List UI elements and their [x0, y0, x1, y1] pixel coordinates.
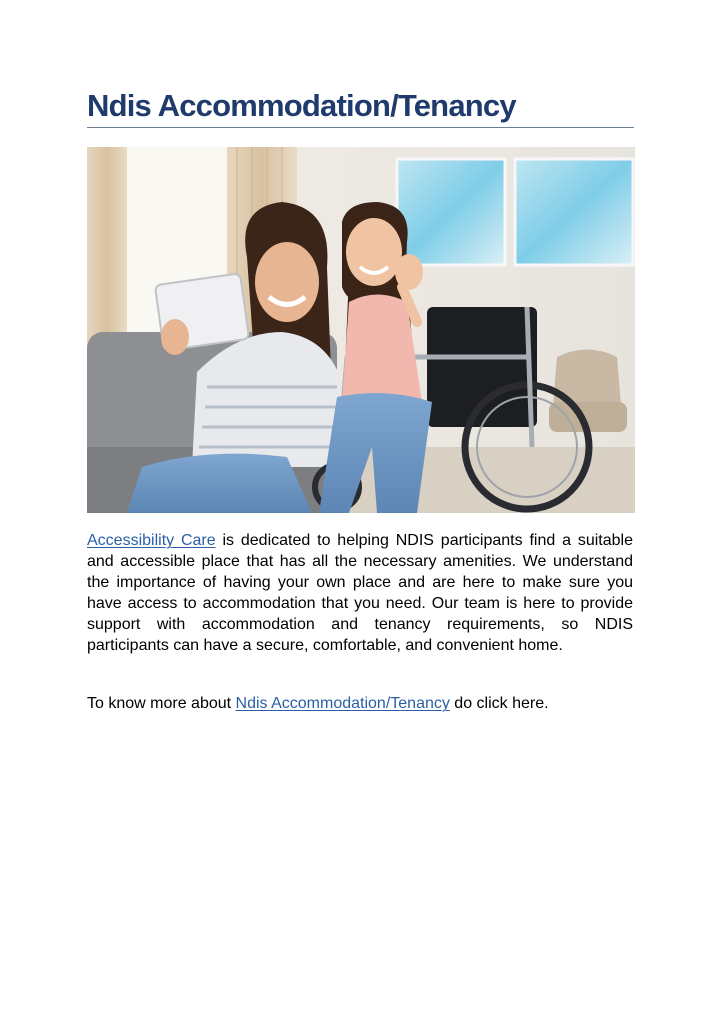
accessibility-care-link[interactable]: Accessibility Care — [87, 532, 216, 549]
more-info-suffix: do click here. — [449, 695, 549, 712]
ndis-accommodation-link[interactable]: Ndis Accommodation/Tenancy — [235, 695, 450, 712]
intro-paragraph-text: is dedicated to helping NDIS participants find a suitable and accessible place that has all the necessary amenities. We understand the importance of having your own place and are here to make sure you have access to accommodation that you need. Our team is here to provide support with accommodation and tenancy requirements, so NDIS participants can have a secure, comfortable, and convenient home. — [87, 532, 633, 654]
hero-photo — [87, 147, 635, 513]
intro-paragraph — [87, 531, 633, 656]
title-underline-divider — [87, 127, 634, 128]
more-info-paragraph — [87, 694, 633, 715]
photo-woman-and-girl-in-wheelchair-icon — [87, 147, 635, 513]
more-info-prefix: To know more about — [87, 695, 236, 712]
page-title: Ndis Accommodation/Tenancy — [87, 88, 516, 123]
